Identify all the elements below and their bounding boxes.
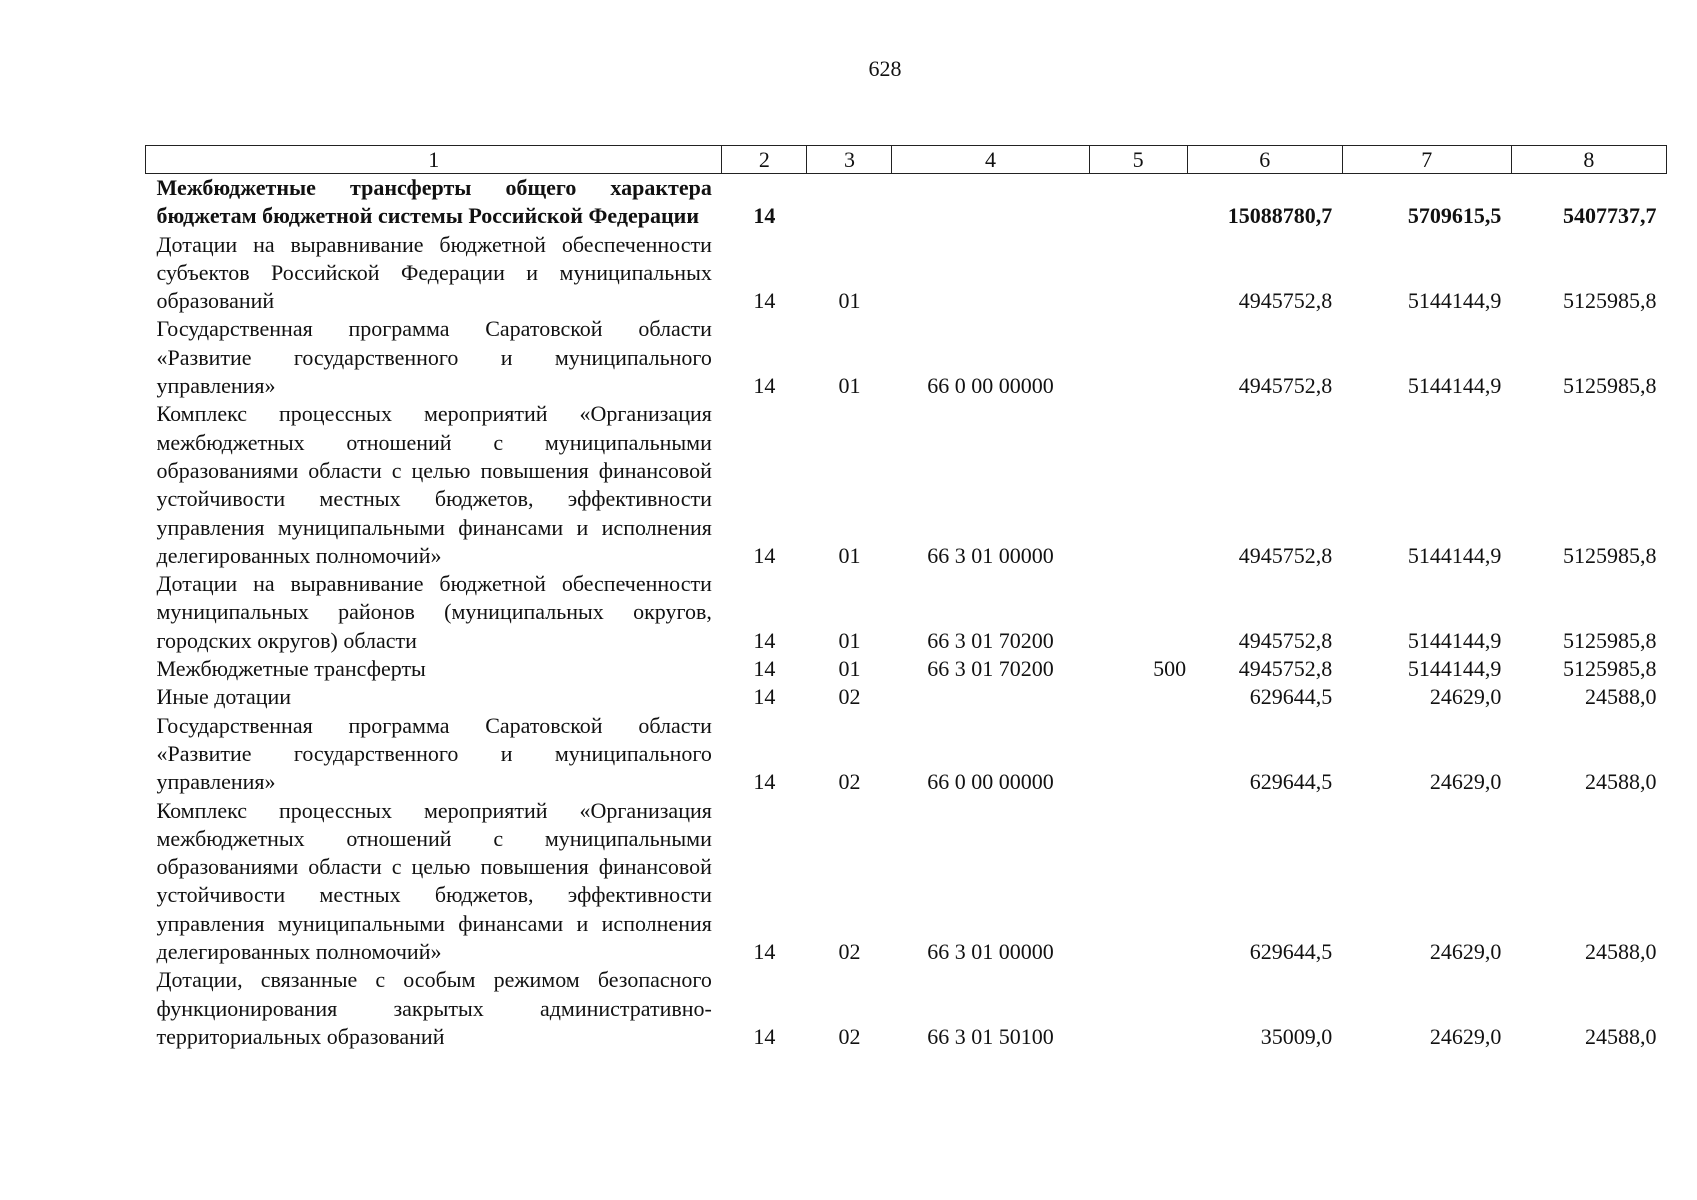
table-row [146,174,1667,231]
row-amount-col8: 24588,0 [1585,1023,1657,1049]
table-row [146,683,1667,711]
row-expense-type: 500 [1153,656,1187,682]
row-subsection: 02 [838,1023,861,1049]
row-subsection: 02 [838,769,861,795]
row-amount-col8: 24588,0 [1585,939,1657,965]
table-row [146,797,1667,967]
row-amount-col8: 5125985,8 [1563,542,1657,568]
table-row [146,231,1667,316]
row-subsection [807,174,892,231]
row-target-article: 66 3 01 50100 [927,1023,1054,1049]
row-target-article: 66 3 01 00000 [927,542,1054,568]
row-amount-col7: 5709615,5 [1407,203,1502,229]
row-expense-type [1089,174,1187,231]
row-amount-col7: 5144144,9 [1407,373,1502,399]
row-subsection: 02 [838,684,861,710]
row-amount-col6: 629644,5 [1249,939,1333,965]
row-section: 14 [753,203,776,229]
row-expense-type [1089,797,1187,967]
table-body [146,174,1667,1052]
header-col-7: 7 [1342,146,1511,174]
row-name: Дотации на выравнивание бюджетной обеспеченности муниципальных районов (муниципальных округов, городских округов) области [156,571,712,653]
row-target-article: 66 3 01 00000 [927,939,1054,965]
header-col-3: 3 [807,146,892,174]
row-subsection: 01 [838,656,861,682]
row-name: Иные дотации [156,684,292,710]
row-section: 14 [753,684,776,710]
row-name: Государственная программа Саратовской области «Развитие государственного и муниципального управления» [156,316,712,399]
header-col-8: 8 [1511,146,1666,174]
row-target-article [892,683,1089,711]
row-amount-col6: 629644,5 [1249,769,1333,795]
row-name: Комплекс процессных мероприятий «Организация межбюджетных отношений с муниципальными образованиями области с целью повышения финансовой устойчивости местных бюджетов, эффективности управления муниципальными финансами и исполнения делегированных полномочий» [156,401,712,568]
row-section: 14 [753,542,776,568]
header-col-6: 6 [1187,146,1342,174]
row-name: Межбюджетные трансферты общего характера бюджетам бюджетной системы Российской Федерации [156,175,712,229]
header-row [146,146,1667,174]
row-name: Дотации, связанные с особым режимом безопасного функционирования закрытых административно-территориальных образований [156,967,712,1049]
table-row [146,570,1667,655]
row-amount-col8: 5125985,8 [1563,627,1657,653]
header-col-2: 2 [722,146,807,174]
row-amount-col7: 24629,0 [1429,769,1502,795]
row-amount-col7: 5144144,9 [1407,288,1502,314]
row-amount-col6: 35009,0 [1260,1023,1333,1049]
row-amount-col7: 24629,0 [1429,939,1502,965]
row-target-article: 66 0 00 00000 [927,373,1054,399]
row-section: 14 [753,288,776,314]
row-amount-col7: 5144144,9 [1407,542,1502,568]
row-expense-type [1089,966,1187,1051]
row-section: 14 [753,939,776,965]
row-amount-col8: 5125985,8 [1563,288,1657,314]
row-target-article: 66 0 00 00000 [927,769,1054,795]
row-name: Государственная программа Саратовской области «Развитие государственного и муниципального управления» [156,712,712,795]
row-target-article: 66 3 01 70200 [927,627,1054,653]
row-target-article [892,231,1089,316]
row-section: 14 [753,769,776,795]
table-header [146,146,1667,174]
row-amount-col8: 5407737,7 [1563,203,1657,229]
table-row [146,966,1667,1051]
row-amount-col6: 4945752,8 [1238,542,1333,568]
row-amount-col6: 4945752,8 [1238,288,1333,314]
row-amount-col7: 24629,0 [1429,1023,1502,1049]
row-subsection: 01 [838,627,861,653]
row-amount-col8: 24588,0 [1585,684,1657,710]
row-expense-type [1089,570,1187,655]
row-target-article [892,174,1089,231]
table-row [146,400,1667,570]
table-row [146,655,1667,683]
row-expense-type [1089,400,1187,570]
row-expense-type [1089,315,1187,400]
budget-table [145,145,1667,1051]
row-section: 14 [753,656,776,682]
row-amount-col8: 5125985,8 [1563,373,1657,399]
row-subsection: 01 [838,542,861,568]
row-amount-col6: 4945752,8 [1238,656,1333,682]
row-amount-col6: 4945752,8 [1238,627,1333,653]
header-col-4: 4 [892,146,1089,174]
row-section: 14 [753,627,776,653]
row-subsection: 01 [838,373,861,399]
row-expense-type [1089,683,1187,711]
row-section: 14 [753,373,776,399]
row-name: Дотации на выравнивание бюджетной обеспеченности субъектов Российской Федерации и муниципальных образований [156,231,712,314]
row-expense-type [1089,231,1187,316]
row-expense-type [1089,712,1187,797]
row-amount-col7: 5144144,9 [1407,656,1502,682]
row-amount-col6: 629644,5 [1249,684,1333,710]
row-amount-col8: 24588,0 [1585,769,1657,795]
row-amount-col8: 5125985,8 [1563,656,1657,682]
header-col-5: 5 [1089,146,1187,174]
row-name: Межбюджетные трансферты [156,656,426,682]
row-name: Комплекс процессных мероприятий «Организация межбюджетных отношений с муниципальными образованиями области с целью повышения финансовой устойчивости местных бюджетов, эффективности управления муниципальными финансами и исполнения делегированных полномочий» [156,797,712,965]
page-number: 628 [868,56,902,81]
row-target-article: 66 3 01 70200 [927,656,1054,682]
row-amount-col7: 24629,0 [1429,684,1502,710]
table-row [146,315,1667,400]
row-amount-col7: 5144144,9 [1407,627,1502,653]
row-section: 14 [753,1023,776,1049]
header-col-1: 1 [146,146,722,174]
table-row [146,712,1667,797]
row-subsection: 01 [838,288,861,314]
row-amount-col6: 4945752,8 [1238,373,1333,399]
row-amount-col6: 15088780,7 [1227,203,1333,229]
row-subsection: 02 [838,939,861,965]
